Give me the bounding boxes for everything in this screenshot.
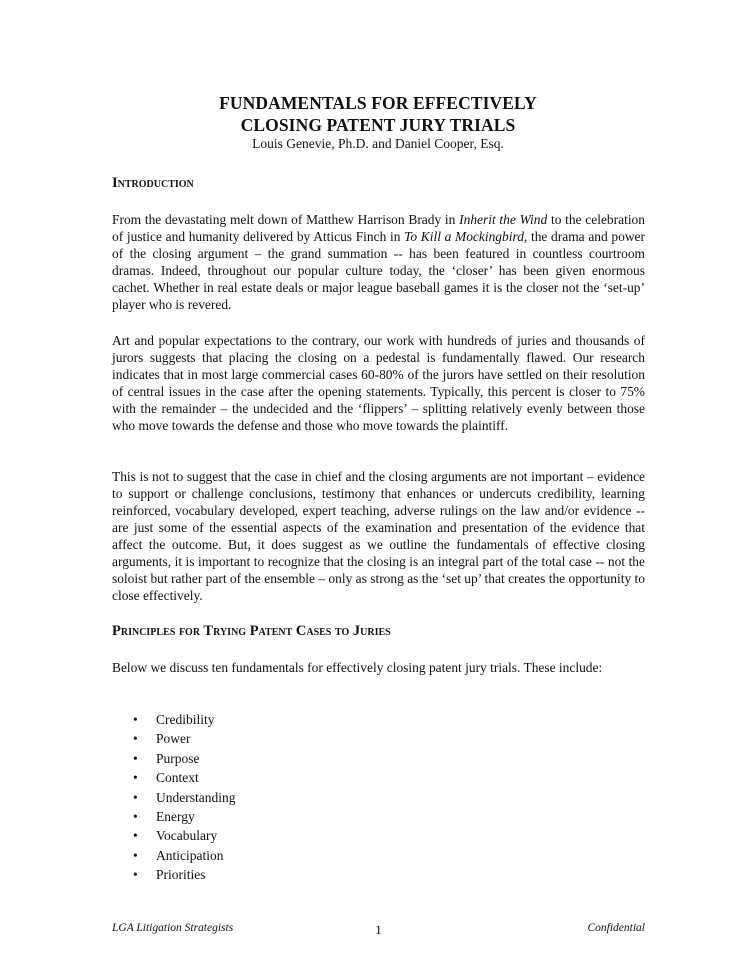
list-item (112, 768, 235, 787)
list-item (112, 826, 235, 845)
bullet-icon: • (133, 731, 138, 747)
principles-intro-block (112, 659, 645, 676)
authors-line: Louis Genevie, Ph.D. and Daniel Cooper, Esq. (252, 136, 504, 151)
intro-paragraph-3-block (112, 468, 645, 604)
footer-confidential: Confidential (587, 922, 645, 934)
list-item-label: Energy (156, 808, 195, 824)
bullet-icon: • (133, 808, 138, 824)
bullet-icon: • (133, 867, 138, 883)
list-item-label: Power (156, 731, 191, 747)
para1-text-1: From the devastating melt down of Matthew Harrison Brady in (112, 212, 460, 227)
para1-text-2: to the celebration of justice and humanity delivered by Atticus Finch in (112, 212, 645, 244)
bullet-icon: • (133, 712, 138, 727)
footer-company: LGA Litigation Strategists (112, 922, 234, 934)
list-item (112, 788, 235, 807)
page-number: 1 (375, 922, 382, 937)
intro-paragraph-1 (112, 211, 645, 313)
title-line-1: FUNDAMENTALS FOR EFFECTIVELY (219, 93, 537, 113)
principles-heading: Principles for Trying Patent Cases to Juries (112, 623, 391, 639)
list-item (112, 846, 235, 865)
principles-intro: Below we discuss ten fundamentals for effectively closing patent jury trials. These include: (112, 660, 603, 675)
bullet-icon: • (133, 789, 138, 805)
bullet-icon: • (133, 828, 138, 844)
para1-italic-2: To Kill a Mockingbird, (404, 229, 528, 244)
intro-paragraph-1-block (112, 211, 645, 313)
principles-list (112, 710, 235, 885)
list-item (112, 729, 235, 748)
list-item (112, 865, 235, 884)
intro-paragraph-2: Art and popular expectations to the contrary, our work with hundreds of juries and thousands of jurors suggests that placing the closing on a pedestal is fundamentally flawed. Our research indicates that in most large commercial cases 60-80% of the jurors have settled on their resolution of central issues in the case after the opening statements. Typically, this percent is closer to 75% with the remainder – the undecided and the ‘flippers’ – splitting relatively evenly between those who move towards the defense and those who move towards the plaintiff. (112, 333, 645, 433)
intro-paragraph-2-block (112, 332, 645, 434)
list-item-label: Understanding (156, 789, 236, 805)
list-item (112, 749, 235, 768)
list-item-label: Vocabulary (156, 828, 218, 844)
list-item-label: Purpose (156, 750, 200, 766)
list-item-label: Context (156, 770, 199, 786)
list-item-label: Credibility (156, 712, 215, 727)
page-footer (112, 920, 645, 938)
bullet-icon: • (133, 750, 138, 766)
document-title (0, 92, 756, 136)
para1-italic-1: Inherit the Wind (459, 212, 548, 227)
title-line-2: CLOSING PATENT JURY TRIALS (240, 115, 516, 135)
bullet-icon: • (133, 847, 138, 863)
list-item (112, 807, 235, 826)
introduction-heading: Introduction (112, 175, 194, 191)
para1-text-3: the drama and power of the closing argument – the grand summation -- has been featured in countless courtroom dramas. Indeed, throughout our popular culture today, the ‘closer’ has been given enormous cachet. Whether in real estate deals or major league baseball games it is the closer not the ‘set-up’ player who is revered. (112, 229, 645, 312)
intro-paragraph-3: This is not to suggest that the case in chief and the closing arguments are not important – evidence to support or challenge conclusions, testimony that enhances or undercuts credibility, learning reinforced, vocabulary developed, expert teaching, adverse rulings on the law and/or evidence -- are just some of the essential aspects of the examination and presentation of the evidence that affect the outcome. But, it does suggest as we outline the fundamentals of effective closing arguments, it is important to recognize that the closing is an integral part of the total case -- not the soloist but rather part of the ensemble – only as strong as the ‘set up’ that creates the opportunity to close effectively. (112, 469, 646, 603)
list-item-label: Priorities (156, 867, 206, 883)
list-item-label: Anticipation (156, 847, 224, 863)
list-item (112, 710, 235, 729)
bullet-icon: • (133, 770, 138, 786)
